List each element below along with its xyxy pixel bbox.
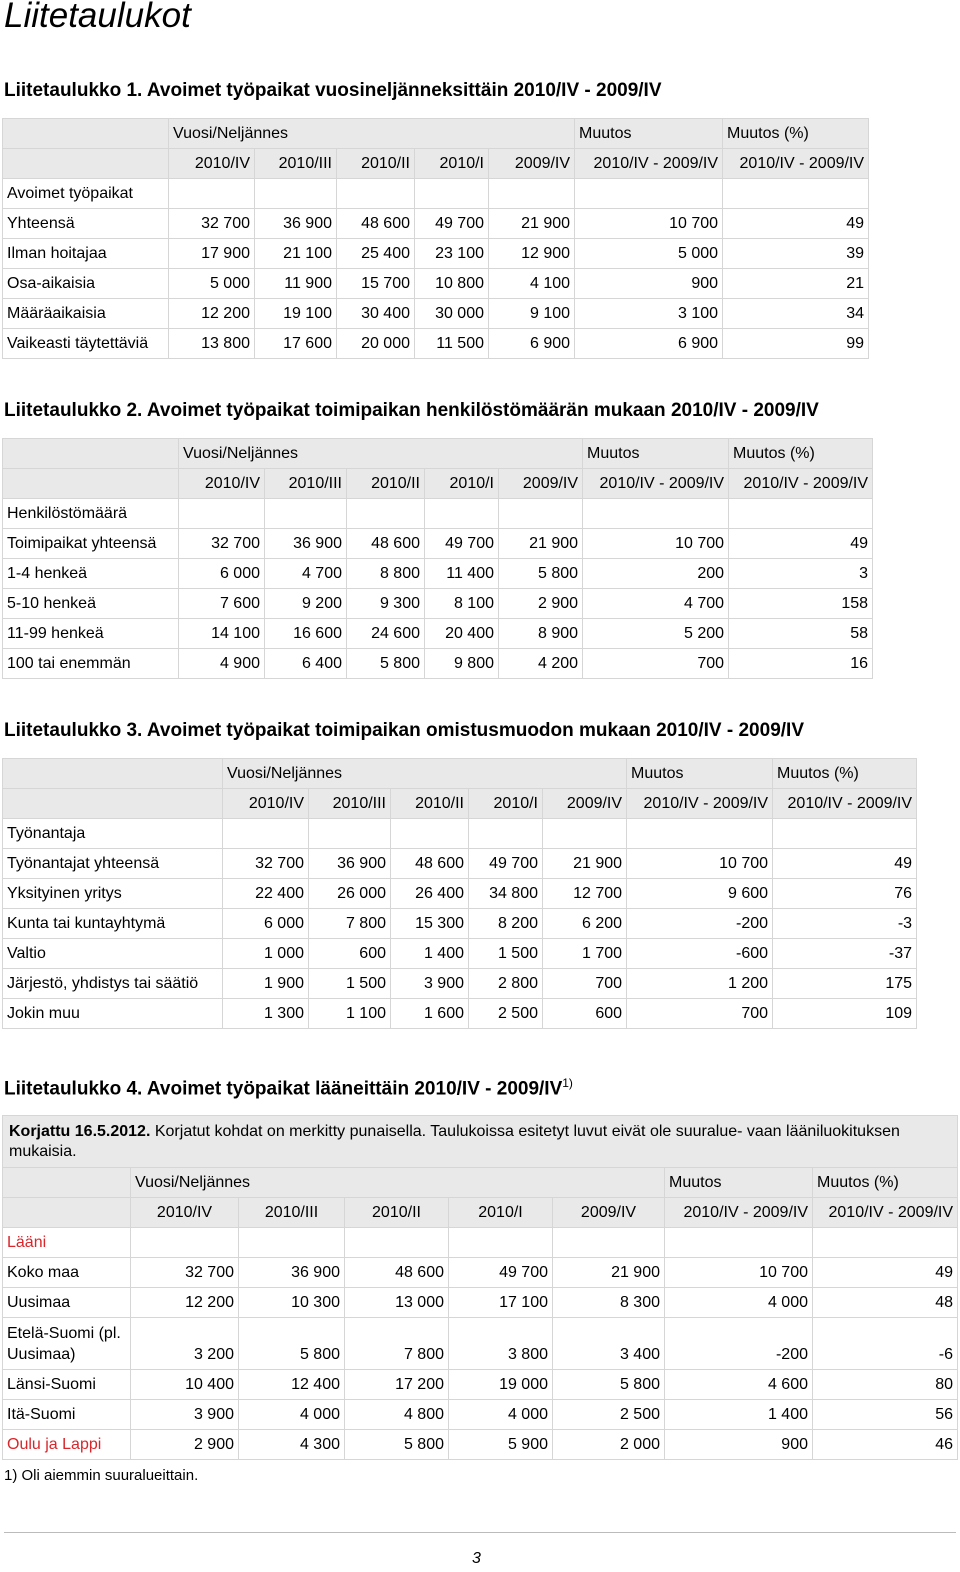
cell: 48 600 bbox=[337, 209, 415, 239]
cell: 10 700 bbox=[575, 209, 723, 239]
period-col: 2010/IV bbox=[169, 149, 255, 179]
cell: 36 900 bbox=[239, 1258, 345, 1288]
cell: 21 900 bbox=[553, 1258, 665, 1288]
period-col: 2010/III bbox=[309, 789, 391, 819]
table-row bbox=[3, 1288, 958, 1318]
cell: 10 300 bbox=[239, 1288, 345, 1318]
cell: 48 600 bbox=[347, 529, 425, 559]
cell: 15 300 bbox=[391, 909, 469, 939]
change-header: Muutos bbox=[665, 1168, 813, 1198]
corner-cell bbox=[3, 119, 169, 149]
cell: 26 000 bbox=[309, 879, 391, 909]
table-row bbox=[3, 1370, 958, 1400]
cell: 9 600 bbox=[627, 879, 773, 909]
cell: 1 000 bbox=[223, 939, 309, 969]
cell: 5 800 bbox=[347, 649, 425, 679]
cell: 36 900 bbox=[255, 209, 337, 239]
cell: 175 bbox=[773, 969, 917, 999]
cell: 17 100 bbox=[449, 1288, 553, 1318]
cell: 109 bbox=[773, 999, 917, 1029]
table2-title bbox=[4, 400, 819, 422]
cell: 8 900 bbox=[499, 619, 583, 649]
cell: 6 400 bbox=[265, 649, 347, 679]
cell: 11 400 bbox=[425, 559, 499, 589]
cell: 49 700 bbox=[469, 849, 543, 879]
table3-title-text: Avoimet työpaikat toimipaikan omistusmuodon mukaan 2010/IV - 2009/IV bbox=[146, 720, 804, 741]
cell: 21 bbox=[723, 269, 869, 299]
row-label: Koko maa bbox=[3, 1258, 131, 1288]
cell: 30 400 bbox=[337, 299, 415, 329]
cell: 49 700 bbox=[449, 1258, 553, 1288]
corner-cell bbox=[3, 1198, 131, 1228]
period-col: 2010/IV bbox=[131, 1198, 239, 1228]
cell: 5 200 bbox=[583, 619, 729, 649]
corner-cell bbox=[3, 439, 179, 469]
corner-cell bbox=[3, 759, 223, 789]
cell: 48 bbox=[813, 1288, 958, 1318]
row-label: Työnantajat yhteensä bbox=[3, 849, 223, 879]
cell: 17 200 bbox=[345, 1370, 449, 1400]
cell: 15 700 bbox=[337, 269, 415, 299]
table2-title-text: Avoimet työpaikat toimipaikan henkilöstömäärän mukaan 2010/IV - 2009/IV bbox=[146, 400, 819, 421]
cell: 17 900 bbox=[169, 239, 255, 269]
cell: 10 800 bbox=[415, 269, 489, 299]
period-col: 2010/II bbox=[337, 149, 415, 179]
row-label: Uusimaa bbox=[3, 1288, 131, 1318]
row-label: Oulu ja Lappi bbox=[3, 1430, 131, 1460]
corner-cell bbox=[3, 1168, 131, 1198]
table3-title bbox=[4, 720, 804, 742]
change-pct-header: Muutos (%) bbox=[723, 119, 869, 149]
cell: 1 500 bbox=[309, 969, 391, 999]
cell: 4 800 bbox=[345, 1400, 449, 1430]
table-row bbox=[3, 1430, 958, 1460]
category-label: Työnantaja bbox=[3, 819, 223, 849]
cell: 9 300 bbox=[347, 589, 425, 619]
cell: 32 700 bbox=[179, 529, 265, 559]
cell: 22 400 bbox=[223, 879, 309, 909]
cell: 8 200 bbox=[469, 909, 543, 939]
cell: 2 800 bbox=[469, 969, 543, 999]
table-row bbox=[3, 879, 917, 909]
period-col: 2010/IV - 2009/IV bbox=[575, 149, 723, 179]
cell: 23 100 bbox=[415, 239, 489, 269]
table-row bbox=[3, 239, 869, 269]
cell: 900 bbox=[665, 1430, 813, 1460]
correction-note bbox=[3, 1116, 958, 1168]
cell: 32 700 bbox=[223, 849, 309, 879]
cell: 49 700 bbox=[415, 209, 489, 239]
cell: 16 bbox=[729, 649, 873, 679]
row-label: Toimipaikat yhteensä bbox=[3, 529, 179, 559]
row-label: Länsi-Suomi bbox=[3, 1370, 131, 1400]
row-label: Järjestö, yhdistys tai säätiö bbox=[3, 969, 223, 999]
cell: 4 100 bbox=[489, 269, 575, 299]
cell: 11 900 bbox=[255, 269, 337, 299]
row-label: Yksityinen yritys bbox=[3, 879, 223, 909]
cell: -6 bbox=[813, 1318, 958, 1370]
table-row bbox=[3, 529, 873, 559]
cell: 3 900 bbox=[131, 1400, 239, 1430]
period-col: 2010/IV - 2009/IV bbox=[729, 469, 873, 499]
cell: 49 bbox=[813, 1258, 958, 1288]
cell: 6 000 bbox=[223, 909, 309, 939]
cell: 3 100 bbox=[575, 299, 723, 329]
cell: 600 bbox=[309, 939, 391, 969]
correction-text: Korjatut kohdat on merkitty punaisella. Taulukoissa esitetyt luvut eivät ole suuralue- vaan lääniluokituksen mukaisia. bbox=[9, 1122, 900, 1160]
period-col: 2010/II bbox=[391, 789, 469, 819]
cell: 13 000 bbox=[345, 1288, 449, 1318]
period-col: 2010/IV - 2009/IV bbox=[627, 789, 773, 819]
cell: 80 bbox=[813, 1370, 958, 1400]
cell: 12 200 bbox=[131, 1288, 239, 1318]
cell: 158 bbox=[729, 589, 873, 619]
cell: -600 bbox=[627, 939, 773, 969]
row-label: 1-4 henkeä bbox=[3, 559, 179, 589]
table-row bbox=[3, 649, 873, 679]
table-row bbox=[3, 619, 873, 649]
change-pct-header: Muutos (%) bbox=[773, 759, 917, 789]
period-header: Vuosi/Neljännes bbox=[179, 439, 583, 469]
cell: 2 500 bbox=[553, 1400, 665, 1430]
period-col: 2010/III bbox=[239, 1198, 345, 1228]
cell: 10 700 bbox=[583, 529, 729, 559]
period-col: 2010/IV bbox=[179, 469, 265, 499]
cell: 49 bbox=[723, 209, 869, 239]
period-col: 2010/II bbox=[347, 469, 425, 499]
cell: 1 400 bbox=[665, 1400, 813, 1430]
cell: 200 bbox=[583, 559, 729, 589]
table-row bbox=[3, 299, 869, 329]
cell: 4 700 bbox=[583, 589, 729, 619]
cell: 36 900 bbox=[265, 529, 347, 559]
table4-title bbox=[4, 1076, 573, 1100]
cell: 1 900 bbox=[223, 969, 309, 999]
row-label: Yhteensä bbox=[3, 209, 169, 239]
cell: 7 800 bbox=[309, 909, 391, 939]
cell: 4 000 bbox=[665, 1288, 813, 1318]
cell: 1 700 bbox=[543, 939, 627, 969]
cell: -200 bbox=[627, 909, 773, 939]
cell: 21 900 bbox=[499, 529, 583, 559]
page-title: Liitetaulukot bbox=[4, 0, 191, 35]
cell: 21 900 bbox=[543, 849, 627, 879]
table4-label: Liitetaulukko 4. bbox=[4, 1078, 143, 1100]
change-pct-header: Muutos (%) bbox=[813, 1168, 958, 1198]
cell: 8 300 bbox=[553, 1288, 665, 1318]
table-row bbox=[3, 999, 917, 1029]
period-col: 2010/II bbox=[345, 1198, 449, 1228]
cell: 2 000 bbox=[553, 1430, 665, 1460]
period-col: 2010/IV - 2009/IV bbox=[665, 1198, 813, 1228]
cell: 1 400 bbox=[391, 939, 469, 969]
cell: 34 bbox=[723, 299, 869, 329]
period-header: Vuosi/Neljännes bbox=[131, 1168, 665, 1198]
cell: 2 900 bbox=[131, 1430, 239, 1460]
cell: -37 bbox=[773, 939, 917, 969]
cell: 3 900 bbox=[391, 969, 469, 999]
cell: 19 000 bbox=[449, 1370, 553, 1400]
row-label: Ilman hoitajaa bbox=[3, 239, 169, 269]
table3-label: Liitetaulukko 3. bbox=[4, 720, 143, 741]
cell: 3 bbox=[729, 559, 873, 589]
table-row bbox=[3, 589, 873, 619]
change-header: Muutos bbox=[627, 759, 773, 789]
table-row bbox=[3, 329, 869, 359]
cell: 700 bbox=[583, 649, 729, 679]
table-row bbox=[3, 269, 869, 299]
row-label: Valtio bbox=[3, 939, 223, 969]
footnote: 1) Oli aiemmin suuralueittain. bbox=[4, 1467, 199, 1484]
cell: -3 bbox=[773, 909, 917, 939]
period-col: 2010/I bbox=[449, 1198, 553, 1228]
period-col: 2010/I bbox=[469, 789, 543, 819]
cell: 6 900 bbox=[489, 329, 575, 359]
cell: 6 900 bbox=[575, 329, 723, 359]
cell: 20 000 bbox=[337, 329, 415, 359]
table-row bbox=[3, 209, 869, 239]
row-label: Etelä-Suomi (pl. Uusimaa) bbox=[3, 1318, 131, 1370]
period-col: 2009/IV bbox=[543, 789, 627, 819]
footnote-marker: 1) bbox=[562, 1076, 573, 1090]
cell: 58 bbox=[729, 619, 873, 649]
change-header: Muutos bbox=[583, 439, 729, 469]
cell: 25 400 bbox=[337, 239, 415, 269]
table1 bbox=[2, 118, 869, 359]
cell: 10 400 bbox=[131, 1370, 239, 1400]
cell: 49 bbox=[773, 849, 917, 879]
cell: 3 800 bbox=[449, 1318, 553, 1370]
table2 bbox=[2, 438, 873, 679]
cell: 1 500 bbox=[469, 939, 543, 969]
period-col: 2009/IV bbox=[489, 149, 575, 179]
period-col: 2010/IV - 2009/IV bbox=[813, 1198, 958, 1228]
category-label: Lääni bbox=[3, 1228, 131, 1258]
row-label: Osa-aikaisia bbox=[3, 269, 169, 299]
cell: 16 600 bbox=[265, 619, 347, 649]
cell: 8 100 bbox=[425, 589, 499, 619]
correction-date: Korjattu 16.5.2012. bbox=[9, 1122, 151, 1140]
cell: 4 000 bbox=[449, 1400, 553, 1430]
period-header: Vuosi/Neljännes bbox=[169, 119, 575, 149]
table-row bbox=[3, 1258, 958, 1288]
cell: 12 900 bbox=[489, 239, 575, 269]
cell: 8 800 bbox=[347, 559, 425, 589]
table4 bbox=[2, 1115, 958, 1460]
cell: 76 bbox=[773, 879, 917, 909]
row-label: 11-99 henkeä bbox=[3, 619, 179, 649]
period-col: 2010/IV - 2009/IV bbox=[773, 789, 917, 819]
table-row bbox=[3, 969, 917, 999]
cell: 39 bbox=[723, 239, 869, 269]
cell: 4 300 bbox=[239, 1430, 345, 1460]
cell: 12 700 bbox=[543, 879, 627, 909]
category-label: Avoimet työpaikat bbox=[3, 179, 169, 209]
table2-label: Liitetaulukko 2. bbox=[4, 400, 143, 421]
cell: 30 000 bbox=[415, 299, 489, 329]
cell: 56 bbox=[813, 1400, 958, 1430]
corner-cell bbox=[3, 469, 179, 499]
corner-cell bbox=[3, 789, 223, 819]
cell: 700 bbox=[543, 969, 627, 999]
cell: 9 800 bbox=[425, 649, 499, 679]
cell: 36 900 bbox=[309, 849, 391, 879]
cell: 20 400 bbox=[425, 619, 499, 649]
period-col: 2009/IV bbox=[499, 469, 583, 499]
cell: 700 bbox=[627, 999, 773, 1029]
cell: 10 700 bbox=[627, 849, 773, 879]
cell: 10 700 bbox=[665, 1258, 813, 1288]
cell: 1 600 bbox=[391, 999, 469, 1029]
period-col: 2010/III bbox=[265, 469, 347, 499]
period-col: 2010/I bbox=[415, 149, 489, 179]
cell: 900 bbox=[575, 269, 723, 299]
table3 bbox=[2, 758, 917, 1029]
cell: 26 400 bbox=[391, 879, 469, 909]
table-row bbox=[3, 849, 917, 879]
cell: 6 000 bbox=[179, 559, 265, 589]
cell: 21 900 bbox=[489, 209, 575, 239]
cell: 4 000 bbox=[239, 1400, 345, 1430]
cell: 4 900 bbox=[179, 649, 265, 679]
change-pct-header: Muutos (%) bbox=[729, 439, 873, 469]
table-row bbox=[3, 939, 917, 969]
cell: 32 700 bbox=[169, 209, 255, 239]
table-row bbox=[3, 1400, 958, 1430]
table-row bbox=[3, 909, 917, 939]
row-label: Jokin muu bbox=[3, 999, 223, 1029]
page-number: 3 bbox=[472, 1550, 481, 1567]
cell: 5 000 bbox=[575, 239, 723, 269]
cell: 48 600 bbox=[391, 849, 469, 879]
row-label: Vaikeasti täytettäviä bbox=[3, 329, 169, 359]
cell: 1 300 bbox=[223, 999, 309, 1029]
table1-label: Liitetaulukko 1. bbox=[4, 80, 143, 101]
table-row bbox=[3, 559, 873, 589]
cell: 7 800 bbox=[345, 1318, 449, 1370]
cell: 3 400 bbox=[553, 1318, 665, 1370]
cell: 99 bbox=[723, 329, 869, 359]
cell: 5 900 bbox=[449, 1430, 553, 1460]
change-header: Muutos bbox=[575, 119, 723, 149]
cell: 32 700 bbox=[131, 1258, 239, 1288]
cell: 4 700 bbox=[265, 559, 347, 589]
period-header: Vuosi/Neljännes bbox=[223, 759, 627, 789]
cell: 46 bbox=[813, 1430, 958, 1460]
cell: 5 000 bbox=[169, 269, 255, 299]
cell: 2 500 bbox=[469, 999, 543, 1029]
row-label: Määräaikaisia bbox=[3, 299, 169, 329]
cell: 1 200 bbox=[627, 969, 773, 999]
category-label: Henkilöstömäärä bbox=[3, 499, 179, 529]
cell: 34 800 bbox=[469, 879, 543, 909]
cell: 49 700 bbox=[425, 529, 499, 559]
row-label: 100 tai enemmän bbox=[3, 649, 179, 679]
period-col: 2009/IV bbox=[553, 1198, 665, 1228]
cell: 3 200 bbox=[131, 1318, 239, 1370]
cell: 5 800 bbox=[239, 1318, 345, 1370]
cell: 6 200 bbox=[543, 909, 627, 939]
footer-divider bbox=[4, 1532, 956, 1533]
cell: 9 100 bbox=[489, 299, 575, 329]
row-label: Kunta tai kuntayhtymä bbox=[3, 909, 223, 939]
cell: 17 600 bbox=[255, 329, 337, 359]
cell: 48 600 bbox=[345, 1258, 449, 1288]
cell: 24 600 bbox=[347, 619, 425, 649]
period-col: 2010/IV - 2009/IV bbox=[723, 149, 869, 179]
row-label: 5-10 henkeä bbox=[3, 589, 179, 619]
cell: 7 600 bbox=[179, 589, 265, 619]
cell: 12 400 bbox=[239, 1370, 345, 1400]
table-row bbox=[3, 1318, 958, 1370]
cell: 5 800 bbox=[553, 1370, 665, 1400]
cell: 49 bbox=[729, 529, 873, 559]
period-col: 2010/IV bbox=[223, 789, 309, 819]
cell: 13 800 bbox=[169, 329, 255, 359]
table4-title-text: Avoimet työpaikat lääneittäin 2010/IV - 2009/IV bbox=[146, 1078, 563, 1100]
cell: 2 900 bbox=[499, 589, 583, 619]
cell: 5 800 bbox=[345, 1430, 449, 1460]
cell: 9 200 bbox=[265, 589, 347, 619]
cell: -200 bbox=[665, 1318, 813, 1370]
cell: 4 200 bbox=[499, 649, 583, 679]
cell: 14 100 bbox=[179, 619, 265, 649]
cell: 11 500 bbox=[415, 329, 489, 359]
cell: 5 800 bbox=[499, 559, 583, 589]
corner-cell bbox=[3, 149, 169, 179]
cell: 600 bbox=[543, 999, 627, 1029]
period-col: 2010/I bbox=[425, 469, 499, 499]
cell: 1 100 bbox=[309, 999, 391, 1029]
row-label: Itä-Suomi bbox=[3, 1400, 131, 1430]
period-col: 2010/IV - 2009/IV bbox=[583, 469, 729, 499]
cell: 12 200 bbox=[169, 299, 255, 329]
table1-title-text: Avoimet työpaikat vuosineljänneksittäin 2010/IV - 2009/IV bbox=[146, 80, 662, 101]
cell: 4 600 bbox=[665, 1370, 813, 1400]
cell: 19 100 bbox=[255, 299, 337, 329]
period-col: 2010/III bbox=[255, 149, 337, 179]
table1-title bbox=[4, 80, 662, 102]
cell: 21 100 bbox=[255, 239, 337, 269]
